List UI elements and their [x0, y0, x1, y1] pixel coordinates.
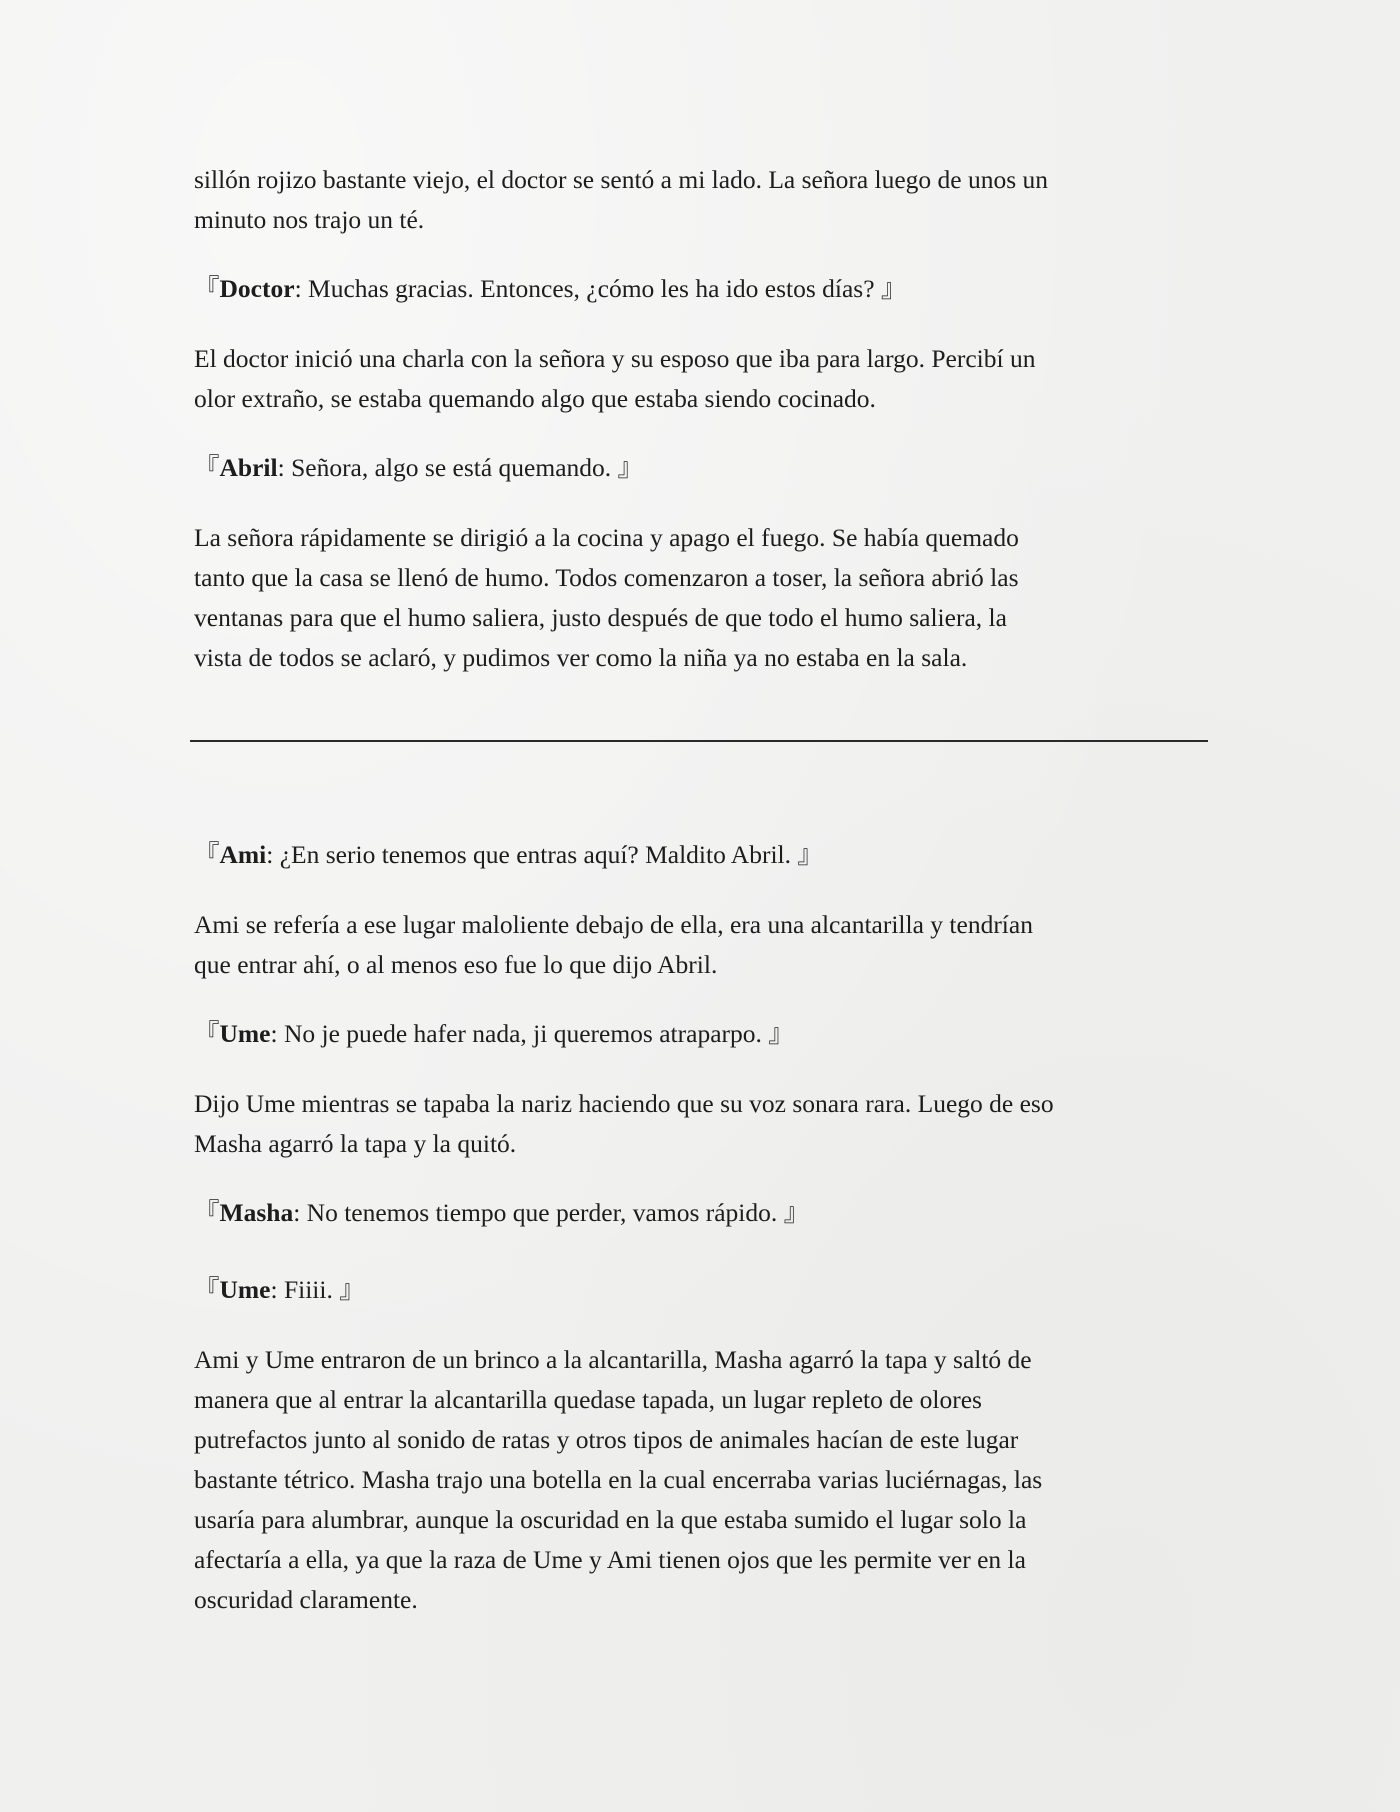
- close-bracket: 』: [617, 453, 644, 482]
- paragraph-humo: La señora rápidamente se dirigió a la cocina y apago el fuego. Se había quemado tanto que la casa se llenó de humo. Todos comenzaron a toser, la señora abrió las ventanas para que el humo saliera, justo después de que todo el humo saliera, la vista de todos se aclaró, y pudimos ver como la niña ya no estaba en la sala.: [194, 523, 1019, 672]
- dialogue-line: : Señora, algo se está quemando.: [277, 453, 618, 482]
- dialogue-line: : ¿En serio tenemos que entras aquí? Maldito Abril.: [266, 840, 798, 869]
- open-bracket: 『: [194, 274, 220, 303]
- speaker-name: Ume: [219, 1275, 271, 1304]
- paragraph-alcantarilla: Ami se refería a ese lugar maloliente debajo de ella, era una alcantarilla y tendrían que entrar ahí, o al menos eso fue lo que dijo Abril.: [194, 910, 1033, 979]
- open-bracket: 『: [194, 1019, 220, 1048]
- dialogue-line: : No je puede hafer nada, ji queremos atraparpo.: [270, 1019, 769, 1048]
- dialogue-abril: [194, 448, 1214, 488]
- close-bracket: 』: [783, 1198, 810, 1227]
- dialogue-doctor: [194, 269, 1214, 309]
- open-bracket: 『: [194, 1275, 220, 1304]
- speaker-name: Abril: [219, 453, 278, 482]
- open-bracket: 『: [194, 1198, 220, 1227]
- speaker-name: Ami: [219, 840, 267, 869]
- speaker-name: Masha: [219, 1198, 294, 1227]
- dialogue-line: : No tenemos tiempo que perder, vamos rápido.: [293, 1198, 784, 1227]
- dialogue-ume: [194, 1014, 1214, 1054]
- close-bracket: 』: [797, 840, 823, 869]
- speaker-name: Ume: [219, 1019, 271, 1048]
- dialogue-ami: [194, 835, 1214, 875]
- dialogue-masha: [194, 1193, 1214, 1233]
- close-bracket: 』: [880, 274, 907, 303]
- paragraph-tetrico: Ami y Ume entraron de un brinco a la alcantarilla, Masha agarró la tapa y saltó de manera que al entrar la alcantarilla quedase tapada, un lugar repleto de olores putrefactos junto al sonido de ratas y otros tipos de animales hacían de este lugar bastante tétrico. Masha trajo una botella en la cual encerraba varias luciérnagas, las usaría para alumbrar, aunque la oscuridad en la que estaba sumido el lugar solo la afectaría a ella, ya que la raza de Ume y Ami tienen ojos que les permite ver en la oscuridad claramente.: [194, 1345, 1043, 1614]
- close-bracket: 』: [339, 1275, 365, 1304]
- dialogue-line: : Muchas gracias. Entonces, ¿cómo les ha ido estos días?: [294, 274, 881, 303]
- dialogue-ume-fiiii: [194, 1270, 1214, 1310]
- paragraph-continuation: sillón rojizo bastante viejo, el doctor se sentó a mi lado. La señora luego de unos un minuto nos trajo un té.: [194, 165, 1049, 234]
- paragraph-charla: El doctor inició una charla con la señora y su esposo que iba para largo. Percibí un olor extraño, se estaba quemando algo que estaba siendo cocinado.: [194, 344, 1036, 413]
- open-bracket: 『: [194, 453, 220, 482]
- open-bracket: 『: [194, 840, 220, 869]
- speaker-name: Doctor: [219, 274, 295, 303]
- dialogue-line: : Fiiii.: [270, 1275, 340, 1304]
- close-bracket: 』: [768, 1019, 794, 1048]
- section-divider: [190, 740, 1208, 742]
- paragraph-nariz: Dijo Ume mientras se tapaba la nariz haciendo que su voz sonara rara. Luego de eso Masha agarró la tapa y la quitó.: [194, 1089, 1054, 1158]
